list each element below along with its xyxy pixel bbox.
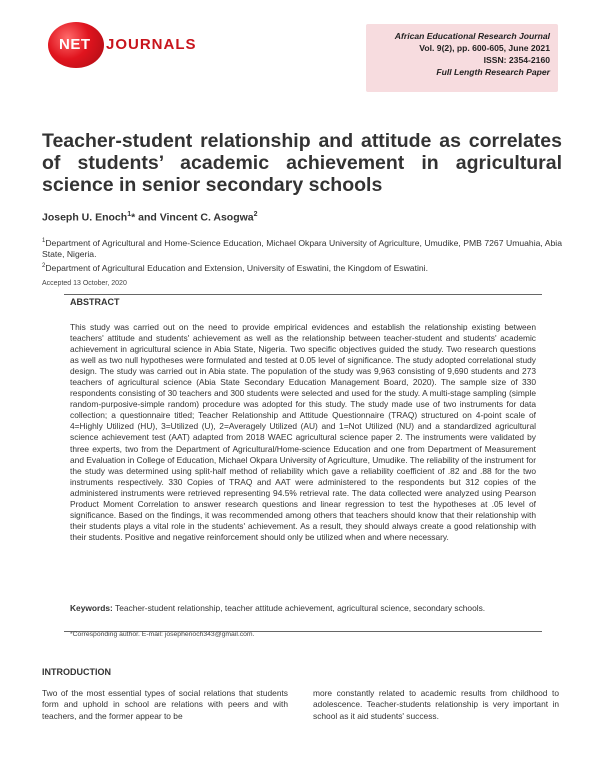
affiliation-2 xyxy=(42,261,562,274)
journal-volume: Vol. 9(2), pp. 600-605, June 2021 xyxy=(419,43,550,53)
keywords-text: Teacher-student relationship, teacher attitude achievement, agricultural science, secondary schools. xyxy=(112,603,486,613)
authors-connector: and xyxy=(135,211,160,224)
journal-name: African Educational Research Journal xyxy=(394,31,550,41)
paper-title: Teacher-student relationship and attitude as correlates of students’ academic achievement in agricultural science in senior secondary schools xyxy=(42,130,562,196)
affiliation-1 xyxy=(42,236,562,261)
netjournals-logo xyxy=(48,18,208,72)
logo-net-text: NET xyxy=(59,36,91,53)
article-type: Full Length Research Paper xyxy=(436,67,550,77)
affiliation-2-num: 2 xyxy=(42,263,46,269)
accepted-date: Accepted 13 October, 2020 xyxy=(42,280,127,287)
journal-info-box xyxy=(366,24,558,92)
journal-issn: ISSN: 2354-2160 xyxy=(483,55,550,65)
keywords xyxy=(70,603,536,614)
affiliation-2-text: Department of Agricultural Education and Extension, University of Eswatini, the Kingdom of Eswatini. xyxy=(45,262,428,273)
corresponding-author: *Corresponding author. E-mail: josephenoch343@gmail.com. xyxy=(70,631,255,638)
author-1-affil: 1 xyxy=(127,211,132,218)
affiliation-1-num: 1 xyxy=(42,238,46,244)
corresponding-mark: * xyxy=(131,211,136,224)
affiliation-1-text: Department of Agricultural and Home-Science Education, Michael Okpara University of Agriculture, Umudike, PMB 7267 Umuahia, Abia State, Nigeria. xyxy=(42,237,562,260)
intro-left-column: Two of the most essential types of social relations that students form and uphold in school are relations with peers and with teachers, and the former appear to be xyxy=(42,688,288,721)
author-1: Joseph U. Enoch xyxy=(42,211,128,224)
author-2-affil: 2 xyxy=(253,211,258,218)
intro-right-column: more constantly related to academic results from childhood to adolescence. Teacher-students relationship is very important in school as it aid students' success. xyxy=(313,688,559,721)
logo-journals-text: JOURNALS xyxy=(106,36,197,53)
abstract-text: This study was carried out on the need to provide empirical evidences and establish the relationship existing between teachers' attitude and students' achievement as well as the relationship between teacher-student and students' academic achievement in agricultural science in Abia State, Nigeria. Two specific objectives guided the study. Two research questions as well as two null hypotheses were formulated and tested at 0.05 level of significance. The study adopted correlational study design. The study was carried out in Abia state. The population of the study was 9,963 consisting of 9,690 students and 273 teachers of agricultural science (Abia State Secondary Education Management Board, 2020). The sample size of 330 respondents consisting of 30 teachers and 300 students were selected and used for the study. A multi-stage sampling (simple random-purposive-simple random) procedure was adopted for this study. The study made use of two instruments for data collection; a questionnaire titled; Teacher Relationship and Attitude Questionnaire (TRAQ) structured on 4-point scale of 4=Highly Utilized (HU), 3=Utilized (U), 2=Averagely Utilized (AU) and 1=Not Utilized (NU) and a standardized agricultural science achievement test (AAT) adapted from 2018 WAEC agricultural science paper 2. The instruments were validated by three experts, two from the Department of Agricultural/Home-science Education and one from Department of Measurement and Evaluation in College of Education, Michael Okpara University of Agriculture, Umudike. The reliability of the instrument for the study was determined using split-half method of reliability which gave a reliability coefficient of .82 and .88 for the two instruments respectively. 330 Copies of TRAQ and AAT were administered to the respondents but 312 copies of the administered instruments were retrieved representing 94.5% retrieval rate. The data collected were analyzed using Pearson Product Moment Correlation to answer research questions and linear regression to test the hypotheses at .05 level of significance. Based on the findings, it was recommended among others that teachers should know that their relationship with their students plays a vital role in the students' achievement. As a result, they should always create a good relationship with their students. Positive and negative reinforcement should only be utilized when and where necessary. xyxy=(70,322,536,542)
keywords-label: Keywords: xyxy=(70,603,113,613)
author-2: Vincent C. Asogwa xyxy=(159,211,254,224)
introduction-heading: INTRODUCTION xyxy=(42,667,111,677)
abstract-section xyxy=(64,294,542,632)
authors xyxy=(42,211,258,224)
abstract-heading: ABSTRACT xyxy=(70,297,120,307)
